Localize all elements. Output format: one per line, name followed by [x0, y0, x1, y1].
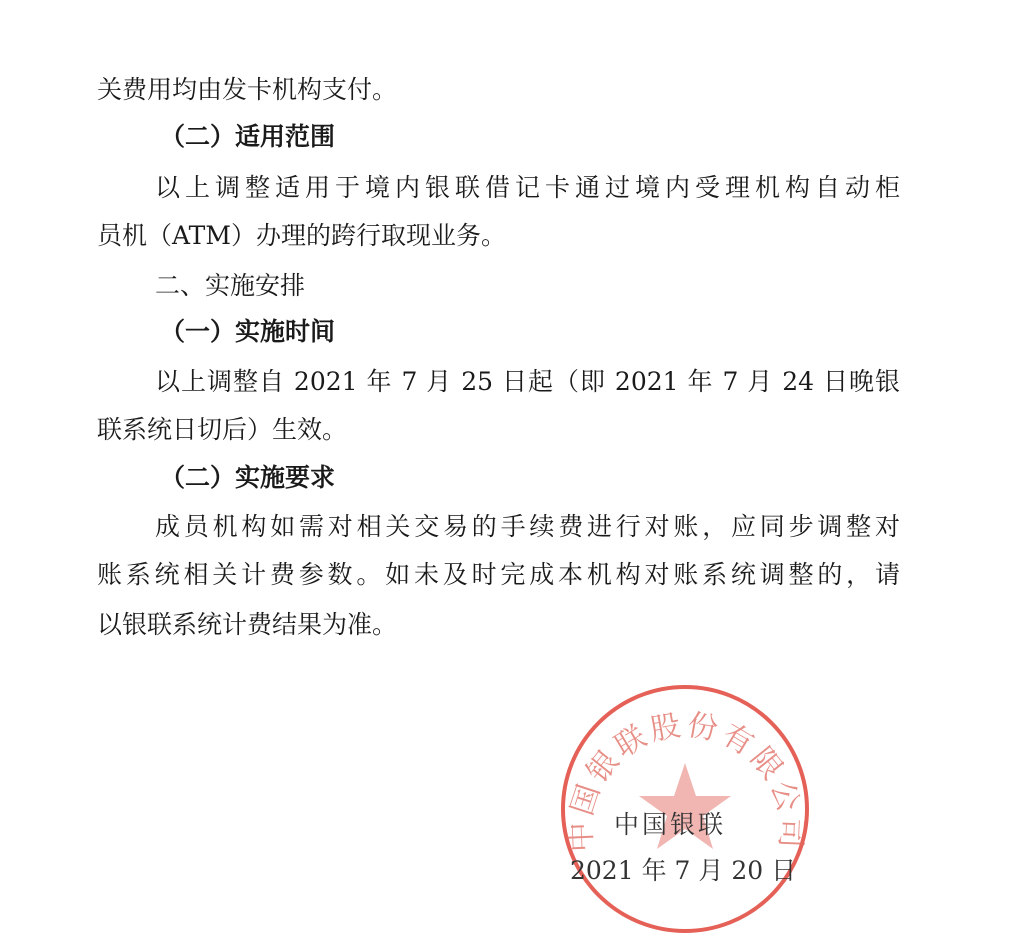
paragraph-line: 以银联系统计费结果为准。	[97, 610, 398, 639]
paragraph-line: 以上调整适用于境内银联借记卡通过境内受理机构自动柜	[155, 173, 900, 202]
svg-text:中国银联股份有限公司: 中国银联股份有限公司	[563, 707, 809, 853]
paragraph-line: 关费用均由发卡机构支付。	[97, 75, 398, 104]
section-heading: （二）适用范围	[160, 122, 336, 151]
paragraph-line: 成员机构如需对相关交易的手续费进行对账，应同步调整对	[155, 512, 900, 541]
paragraph-line: 账系统相关计费参数。如未及时完成本机构对账系统调整的，请	[97, 560, 900, 589]
section-heading: 二、实施安排	[155, 271, 306, 300]
section-heading: （二）实施要求	[160, 463, 336, 492]
section-heading: （一）实施时间	[160, 317, 336, 346]
paragraph-line: 联系统日切后）生效。	[97, 415, 348, 444]
paragraph-line: 以上调整自 2021 年 7 月 25 日起（即 2021 年 7 月 24 日晚银	[155, 367, 900, 396]
paragraph-line: 员机（ATM）办理的跨行取现业务。	[97, 221, 506, 250]
signature-organization: 中国银联	[614, 810, 727, 839]
signature-date: 2021 年 7 月 20 日	[570, 856, 797, 885]
